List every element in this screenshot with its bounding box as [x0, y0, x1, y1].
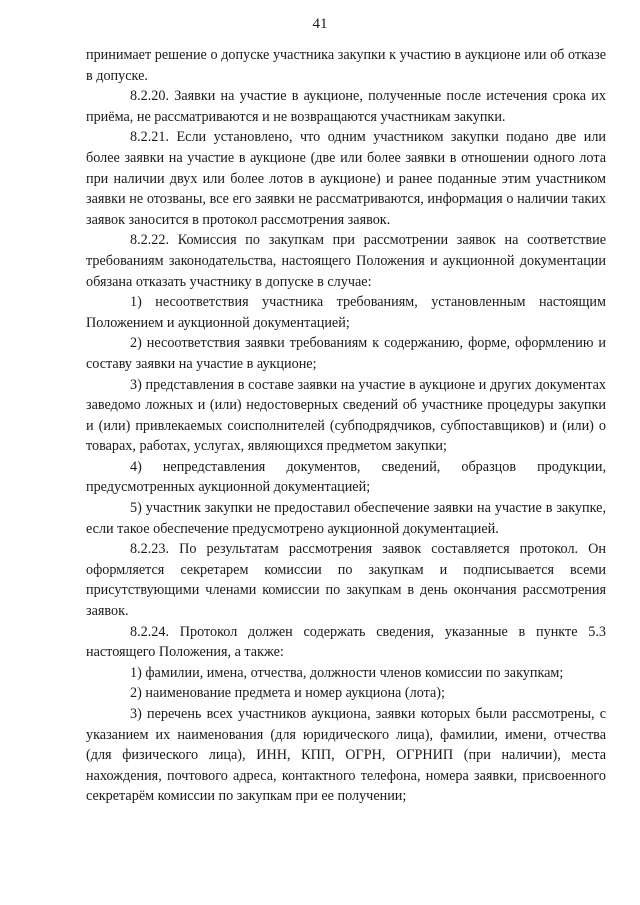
document-body [86, 45, 606, 807]
list-item-8-2-22-1: 1) несоответствия участника требованиям, установленным настоящим Положением и аукционной документацией; [86, 294, 606, 331]
paragraph-8-2-23: 8.2.23. По результатам рассмотрения заявок составляется протокол. Он оформляется секретарем комиссии по закупкам и подписывается всеми присутствующими членами комиссии по закупкам в день окончания рассмотрения заявок. [86, 541, 606, 620]
list-item-8-2-24-2: 2) наименование предмета и номер аукциона (лота); [130, 685, 445, 702]
paragraph-8-2-20: 8.2.20. Заявки на участие в аукционе, полученные после истечения срока их приёма, не рассматриваются и не возвращаются участникам закупки. [86, 88, 606, 125]
list-item-8-2-24-1: 1) фамилии, имена, отчества, должности членов комиссии по закупкам; [130, 664, 564, 681]
paragraph-continuation: принимает решение о допуске участника закупки к участию в аукционе или об отказе в допуске. [86, 47, 606, 84]
paragraph-8-2-22: 8.2.22. Комиссия по закупкам при рассмотрении заявок на соответствие требованиям законодательства, настоящего Положения и аукционной документации обязана отказать участнику в допуске в случае: [86, 232, 606, 290]
paragraph-8-2-21: 8.2.21. Если установлено, что одним участником закупки подано две или более заявки на участие в аукционе (две или более заявки в отношении одного лота при наличии двух или более лотов в аукционе) и ранее поданные этим участником заявки не отозваны, все его заявки не рассматриваются, информация о наличии таких заявок заносится в протокол рассмотрения заявок. [86, 129, 606, 228]
paragraph-8-2-24: 8.2.24. Протокол должен содержать сведения, указанные в пункте 5.3 настоящего Положения, а также: [86, 623, 606, 661]
page-number: 41 [312, 16, 328, 32]
list-item-8-2-24-3: 3) перечень всех участников аукциона, заявки которых были рассмотрены, с указанием их наименования (для юридического лица), фамилии, имени, отчества (для физического лица), ИНН, КПП, ОГРН, ОГРНИП (при наличии), места нахождения, почтового адреса, контактного телефона, номера заявки, присвоенного секретарём комиссии по закупкам при ее получении; [86, 706, 606, 805]
list-item-8-2-22-3: 3) представления в составе заявки на участие в аукционе и других документах заведомо ложных и (или) недостоверных сведений об участнике процедуры закупки и (или) привлекаемых соисполнителей (субподрядчиков, субпоставщиков) и (или) о товарах, работах, услугах, являющихся предметом закупки; [86, 376, 606, 455]
list-item-8-2-22-5: 5) участник закупки не предоставил обеспечение заявки на участие в закупке, если такое обеспечение предусмотрено аукционной документацией. [86, 500, 606, 537]
list-item-8-2-22-4: 4) непредставления документов, сведений, образцов продукции, предусмотренных аукционной документацией; [86, 458, 606, 496]
list-item-8-2-22-2: 2) несоответствия заявки требованиям к содержанию, форме, оформлению и составу заявки на участие в аукционе; [86, 335, 606, 372]
